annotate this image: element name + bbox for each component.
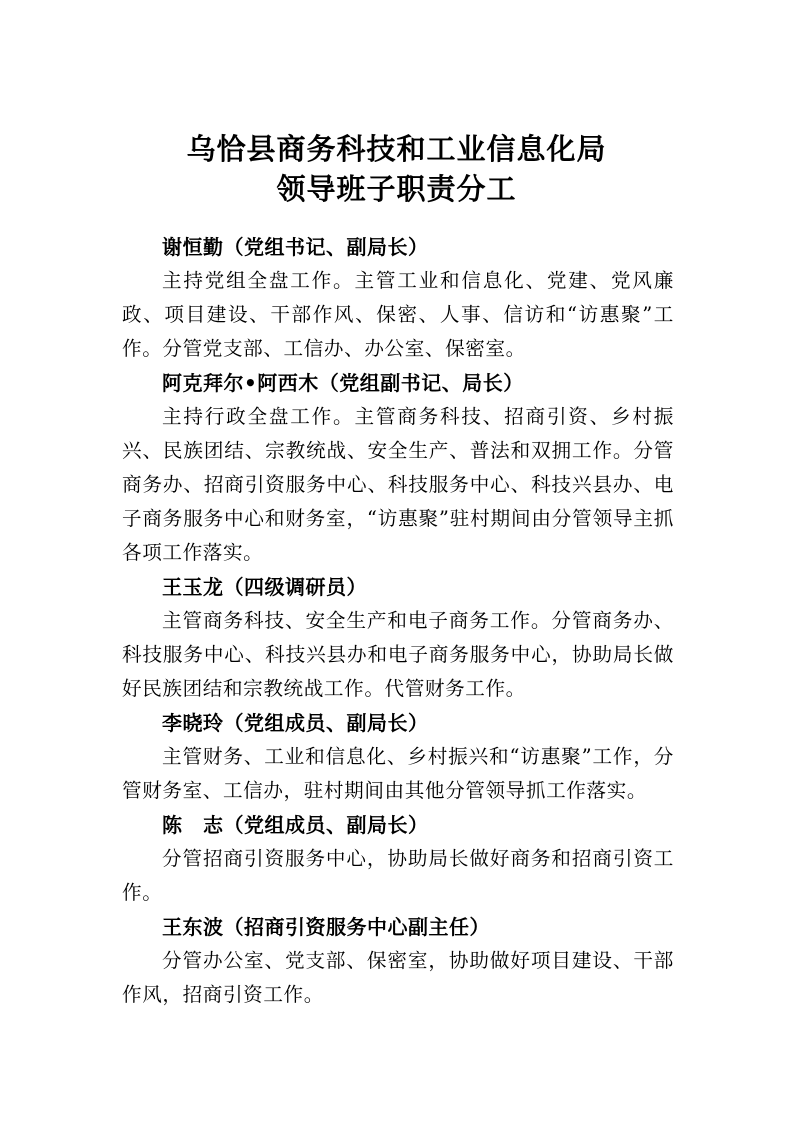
leader-heading: 李晓玲（党组成员、副局长）	[162, 711, 429, 735]
duty-section-5	[122, 808, 674, 910]
leader-heading: 陈 志（党组成员、副局长）	[162, 813, 429, 837]
document-title-line-1: 乌恰县商务科技和工业信息化局	[186, 132, 607, 166]
duty-section-6	[122, 910, 674, 1012]
leader-duties: 主管商务科技、安全生产和电子商务工作。分管商务办、科技服务中心、科技兴县办和电子商务服务中心，协助局长做好民族团结和宗教统战工作。代管财务工作。	[122, 609, 674, 700]
duty-section-4	[122, 706, 674, 808]
duty-section-3	[122, 570, 674, 706]
leader-duties: 主持党组全盘工作。主管工业和信息化、党建、党风廉政、项目建设、干部作风、保密、人事、信访和“访惠聚”工作。分管党支部、工信办、办公室、保密室。	[122, 269, 674, 360]
duty-section-2	[122, 366, 674, 570]
leader-duties: 主持行政全盘工作。主管商务科技、招商引资、乡村振兴、民族团结、宗教统战、安全生产、普法和双拥工作。分管商务办、招商引资服务中心、科技服务中心、科技兴县办、电子商务服务中心和财务室，“访惠聚”驻村期间由分管领导主抓各项工作落实。	[122, 405, 674, 564]
leader-duties: 分管招商引资服务中心，协助局长做好商务和招商引资工作。	[122, 847, 674, 904]
leader-heading: 王东波（招商引资服务中心副主任）	[162, 915, 490, 939]
leader-duties: 分管办公室、党支部、保密室，协助做好项目建设、干部作风，招商引资工作。	[122, 949, 674, 1006]
document-title-line-2: 领导班子职责分工	[276, 172, 517, 206]
leader-heading: 谢恒勤（党组书记、副局长）	[162, 235, 429, 259]
leader-heading: 阿克拜尔•阿西木（党组副书记、局长）	[162, 371, 524, 395]
duty-list	[122, 230, 674, 1012]
leader-duties: 主管财务、工业和信息化、乡村振兴和“访惠聚”工作，分管财务室、工信办，驻村期间由其他分管领导抓工作落实。	[122, 745, 674, 802]
duty-section-1	[122, 230, 674, 366]
leader-heading: 王玉龙（四级调研员）	[162, 575, 367, 599]
